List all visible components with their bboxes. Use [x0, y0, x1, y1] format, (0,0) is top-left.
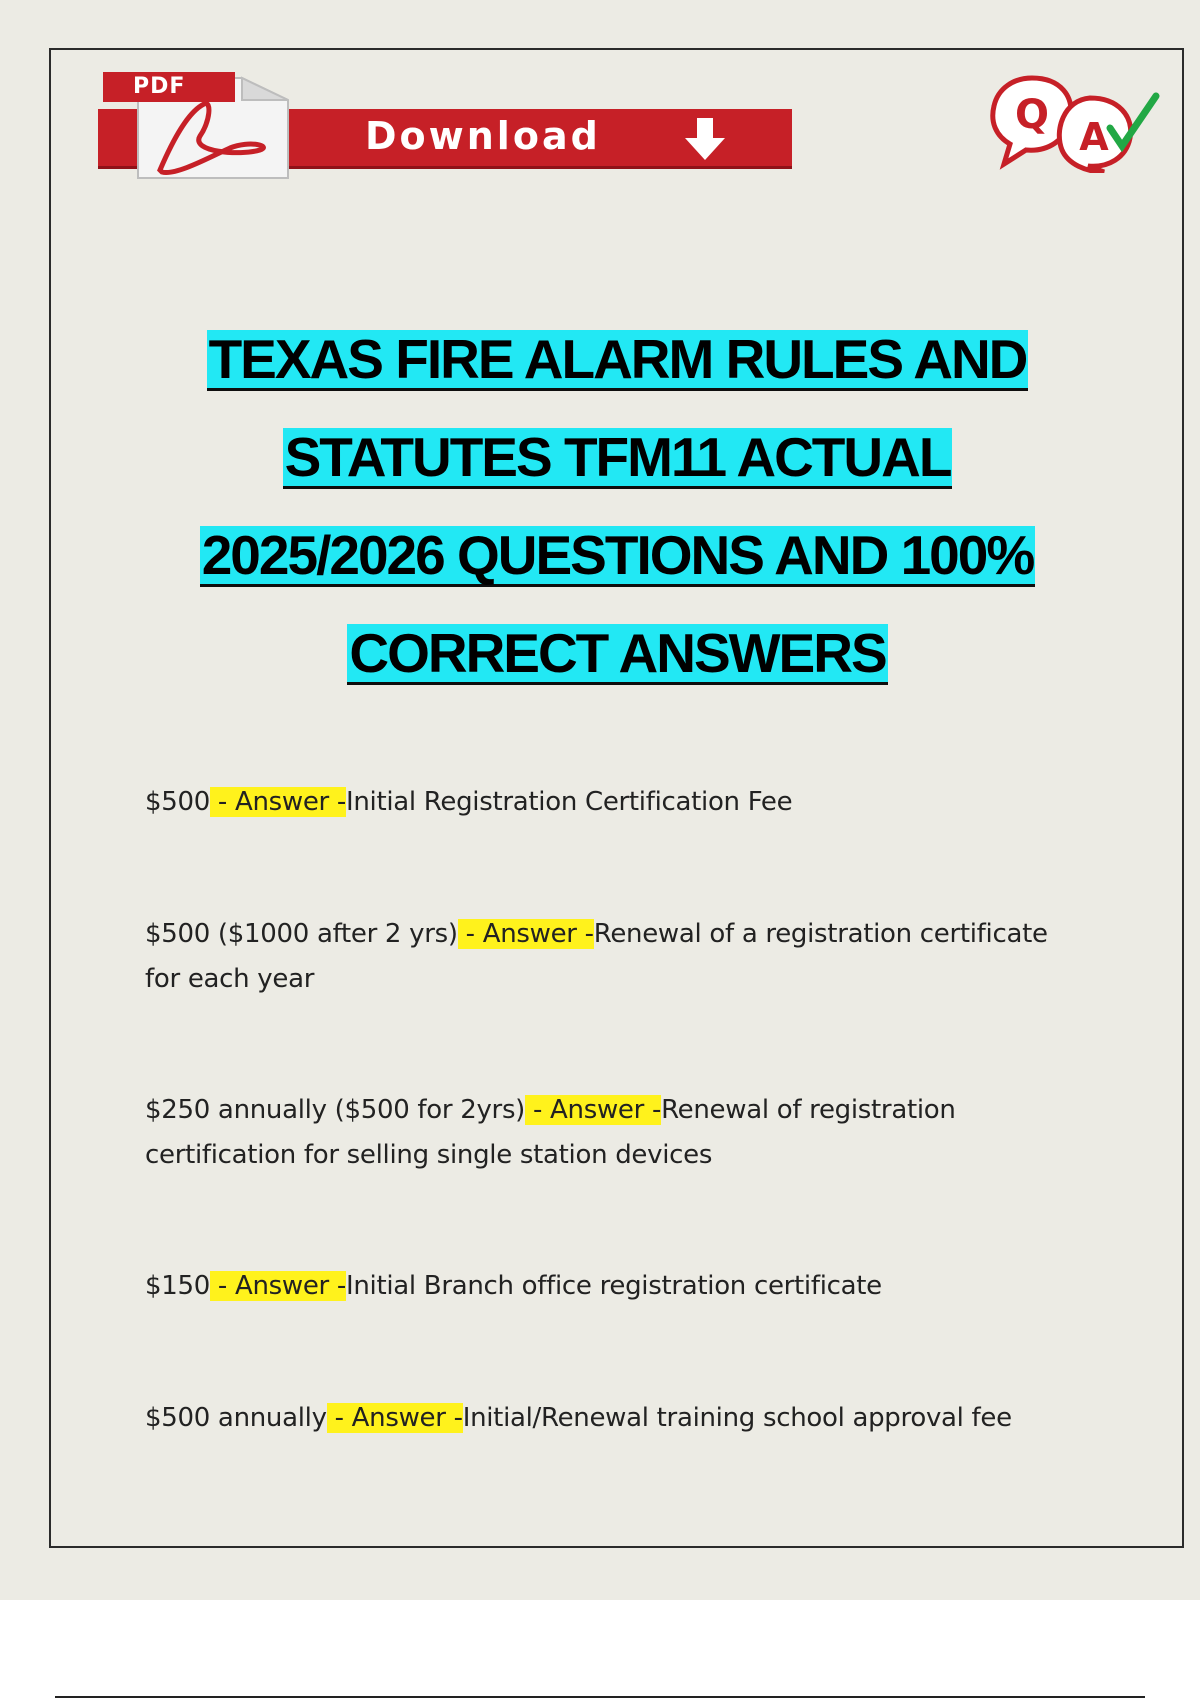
download-arrow-icon	[683, 116, 727, 162]
pdf-tag: PDF	[103, 72, 235, 102]
qa-entry	[145, 1088, 1085, 1178]
qa-answer: Initial/Renewal training school approval fee	[462, 1403, 1012, 1433]
qa-answer: Renewal of a registration certificate for each year	[145, 919, 1048, 994]
qa-logo-q: Q	[1014, 92, 1050, 138]
answer-marker: - Answer -	[525, 1095, 662, 1125]
qa-question: $150	[145, 1271, 210, 1301]
answer-marker: - Answer -	[457, 919, 594, 949]
qa-answer: Initial Registration Certification Fee	[346, 787, 793, 817]
qa-entry	[145, 780, 1085, 825]
download-label[interactable]: Download	[365, 114, 601, 158]
qa-entry	[145, 912, 1085, 1002]
title-line: 2025/2026 QUESTIONS AND 100%	[201, 524, 1034, 586]
qa-question: $500	[145, 787, 210, 817]
title-line: TEXAS FIRE ALARM RULES AND	[208, 328, 1027, 390]
qa-answer: Renewal of registration certification for selling single station devices	[145, 1095, 956, 1170]
answer-marker: - Answer -	[326, 1403, 463, 1433]
qa-logo-a: A	[1079, 115, 1109, 159]
footer-divider	[55, 1696, 1145, 1698]
qa-check-logo-icon	[990, 68, 1160, 173]
title-line: STATUTES TFM11 ACTUAL	[284, 426, 951, 488]
qa-question: $250 annually ($500 for 2yrs)	[145, 1095, 526, 1125]
title-line: CORRECT ANSWERS	[349, 622, 886, 684]
qa-question: $500 ($1000 after 2 yrs)	[145, 919, 458, 949]
answer-marker: - Answer -	[209, 787, 346, 817]
qa-question: $500 annually	[145, 1403, 327, 1433]
answer-marker: - Answer -	[209, 1271, 346, 1301]
qa-entry	[145, 1264, 1085, 1309]
document-title	[60, 310, 1175, 702]
qa-entry	[145, 1396, 1085, 1441]
qa-answer: Initial Branch office registration certificate	[346, 1271, 882, 1301]
